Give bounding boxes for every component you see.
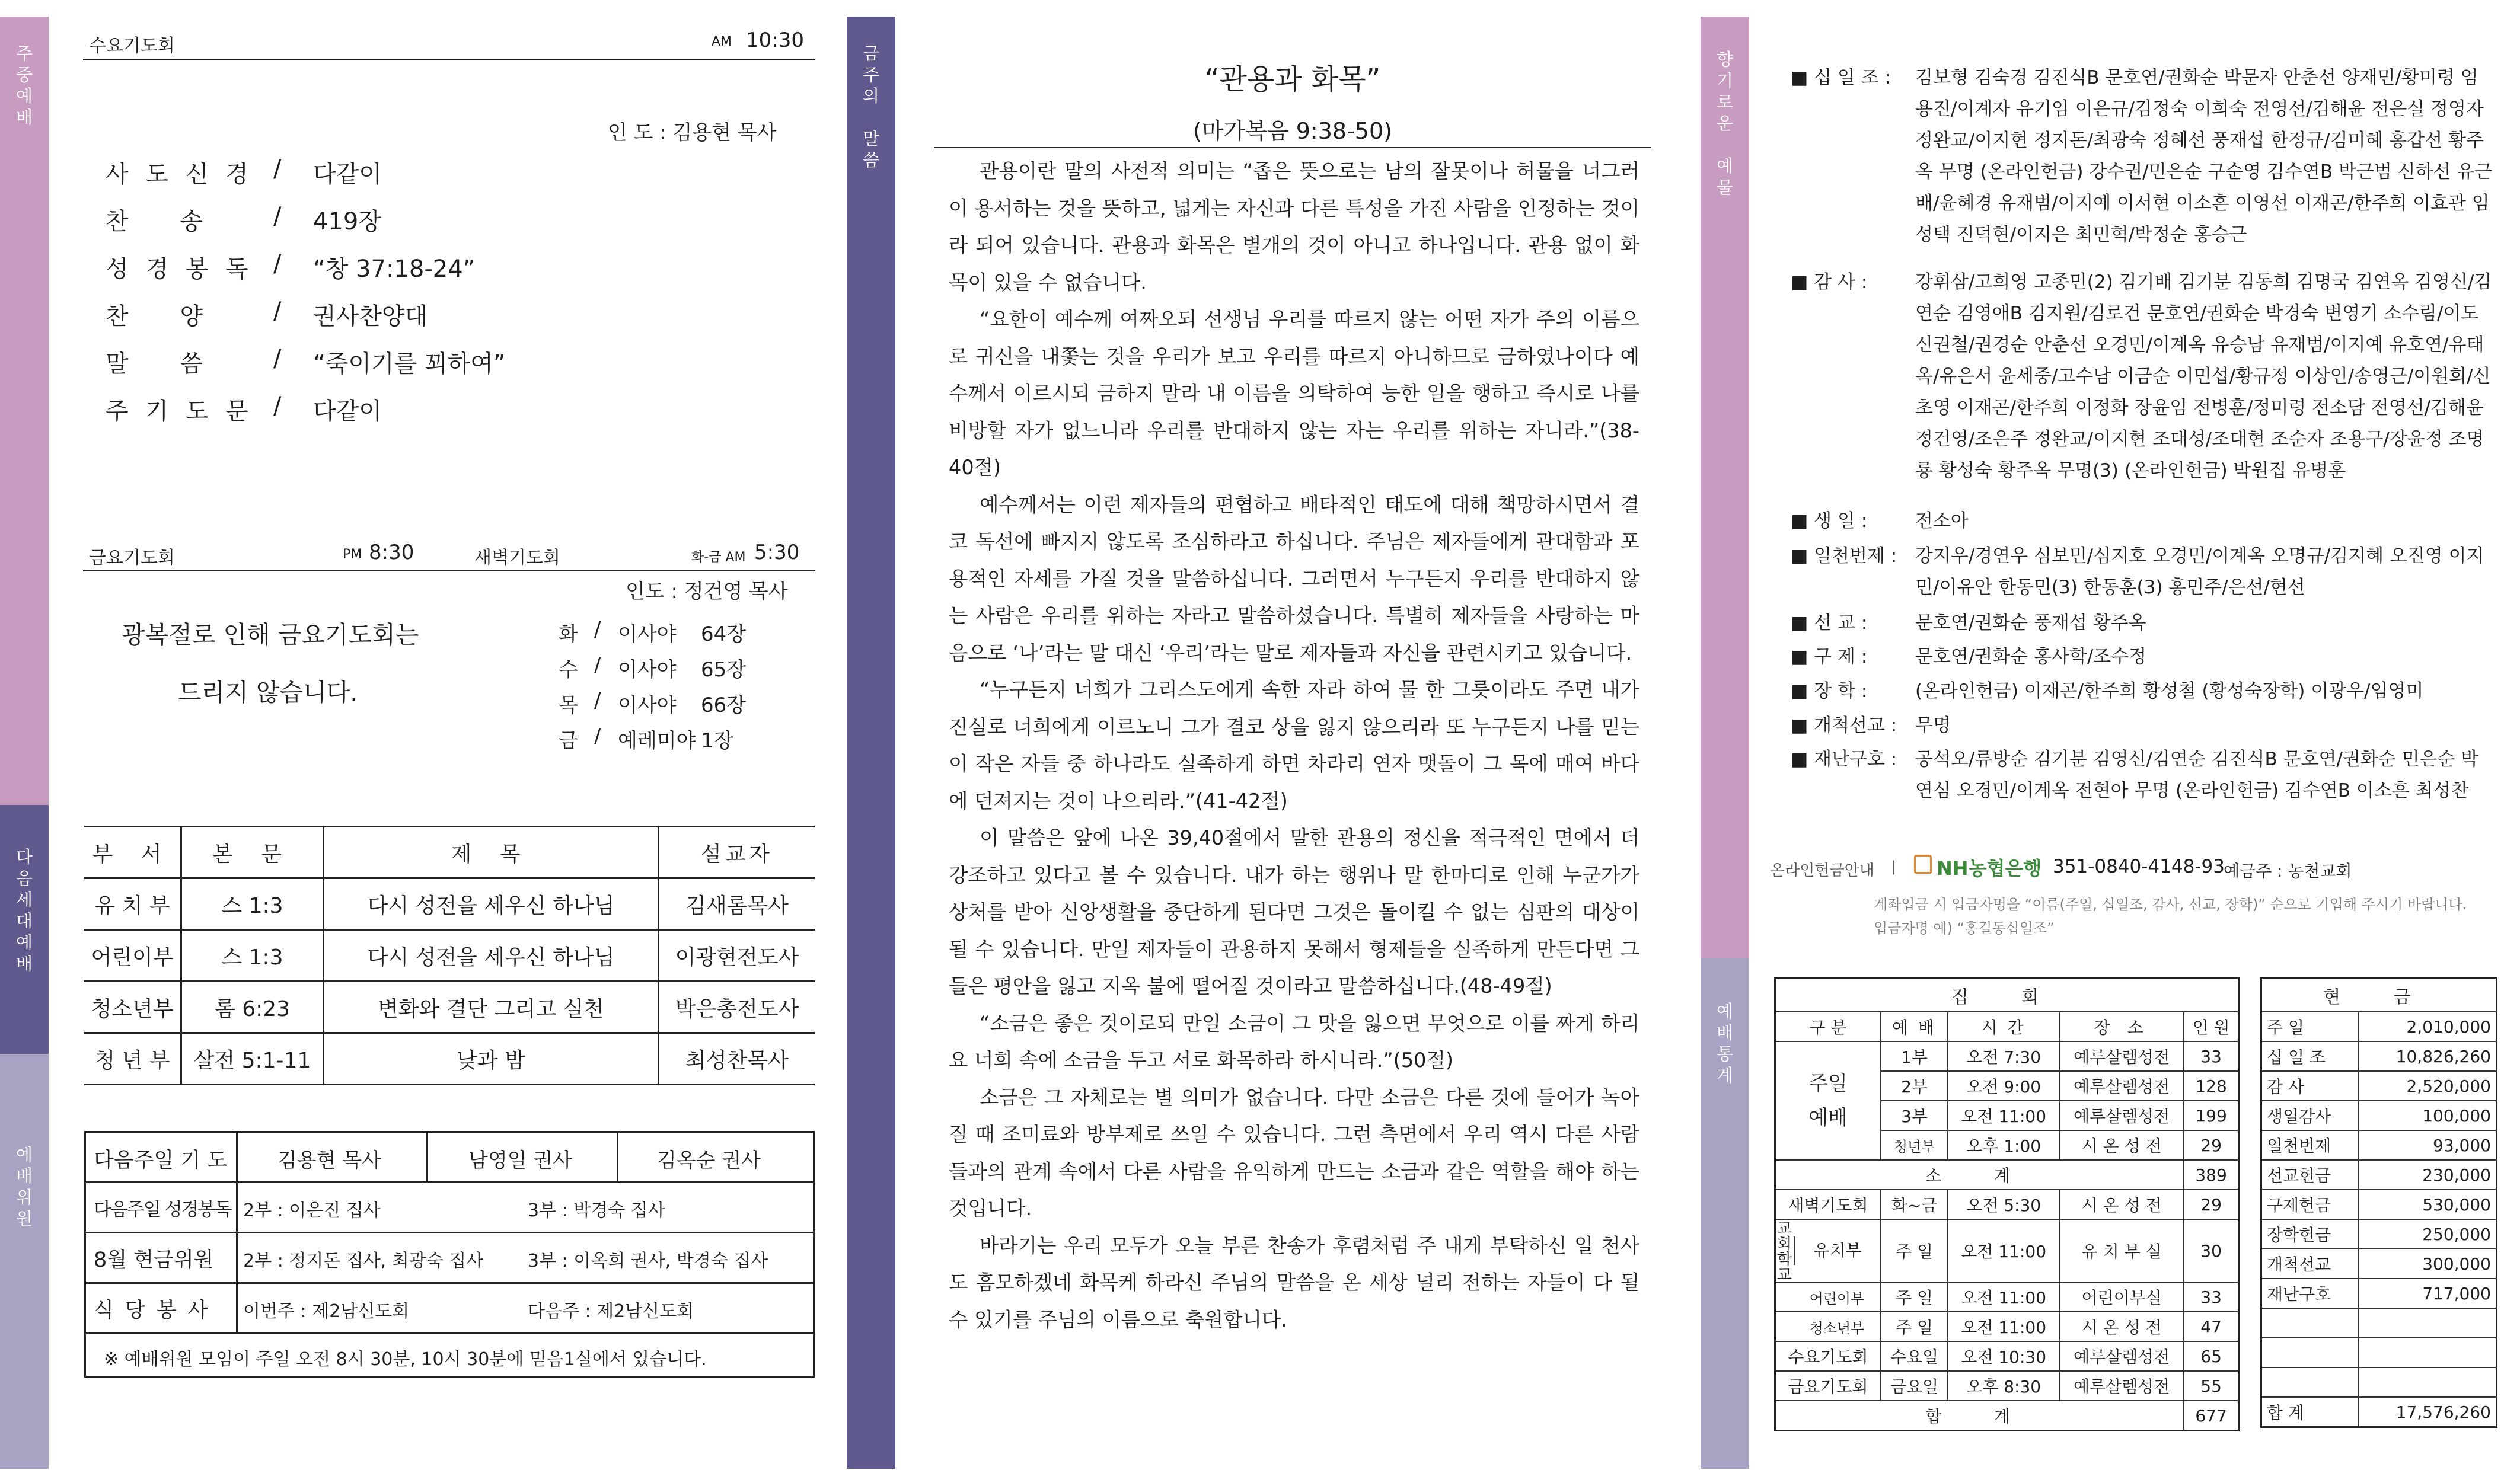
cash-label: 일천번제 (2261, 1130, 2359, 1160)
dept-cell: 유 치 부 (84, 878, 181, 930)
total-label: 합 계 (1775, 1401, 2184, 1431)
cash-amount: 2,010,000 (2359, 1012, 2496, 1041)
header-cell: 본 문 (181, 827, 324, 878)
order-content: 다같이 (313, 161, 382, 188)
divider (426, 1131, 428, 1181)
table-row (84, 930, 815, 982)
table-row (84, 878, 815, 930)
edu-label: 교회학교 (1774, 1220, 1792, 1282)
category-cell: 금요기도회 (1775, 1371, 1881, 1401)
bank-name: NH농협은행 (1937, 857, 2042, 880)
count-cell: 55 (2184, 1371, 2238, 1401)
sermon-paragraph: “소금은 좋은 것이로되 만일 소금이 그 맛을 잃으면 무엇으로 이를 짜게 하리요 너희 속에 소금을 두고 서로 화목하라 하시니라.”(50절) (949, 1011, 1639, 1072)
preacher-cell: 박은총전도사 (659, 982, 815, 1033)
sermon-title: “관용과 화목” (1204, 63, 1381, 96)
place-cell: 시 온 성 전 (2059, 1190, 2184, 1219)
category-cell: 수요기도회 (1775, 1341, 1881, 1371)
offering-names: 강지우/경연우 심보민/심지호 오경민/이계옥 오명규/김지혜 오진영 이지민/이유안 한동민(3) 한동훈(3) 홍민주/은선/현선 (1915, 545, 2484, 598)
count-cell: 29 (2184, 1190, 2238, 1219)
offering-names: 문호연/권화순 풍재섭 황주옥 (1915, 612, 2146, 634)
cash-label: 장학헌금 (2261, 1219, 2359, 1249)
sermon-paragraph: 이 말씀은 앞에 나온 39,40절에서 말한 관용의 정신을 적극적인 면에서 더 강조하고 있다고 볼 수 있습니다. 내가 하는 행위나 말 한마디로 인해 누군가가 상처를 받아 신앙생활을 중단하게 된다면 그것은 돌이킬 수 없는 심판의 대상이 될 수 있습니다. 만일 제자들이 관용하지 못해서 형제들을 실족하게 만든다면 그들은 평안을 잃고 지옥 불에 떨어질 것이라고 말씀하십니다.(48-49절) (949, 826, 1639, 998)
order-content: 권사찬양대 (313, 303, 428, 330)
edu-dept: 청소년부 (1775, 1312, 1881, 1341)
text-cell: 살전 5:1-11 (181, 1033, 324, 1085)
count-cell: 30 (2184, 1219, 2238, 1282)
next-reading-3: 3부 : 박경숙 집사 (528, 1200, 665, 1221)
header-cell: 구 분 (1775, 1012, 1881, 1041)
reading-row (559, 689, 772, 724)
count-cell: 29 (2184, 1130, 2238, 1160)
cash-amount: 100,000 (2359, 1101, 2496, 1130)
online-example: 입금자명 예) “홍길동십일조” (1874, 920, 2055, 937)
sermon-reference: (마가복음 9:38-50) (1193, 118, 1392, 144)
time-cell: 오전 11:00 (1948, 1219, 2059, 1282)
divider (83, 570, 815, 571)
cash-label: 생일감사 (2261, 1101, 2359, 1130)
order-item: 말 씀 (106, 350, 203, 378)
offering-label: ■ 구 제 : (1791, 646, 1868, 667)
order-sep: / (273, 203, 282, 230)
cash-table (2260, 977, 2497, 1428)
service-cell: 청년부 (1881, 1130, 1948, 1160)
count-cell: 33 (2184, 1041, 2238, 1071)
reading-sep: / (594, 618, 601, 641)
wed-title: 수요기도회 (89, 36, 175, 56)
total-value: 677 (2184, 1401, 2238, 1431)
header-cell: 설교자 (659, 827, 815, 878)
table-row (2261, 1041, 2497, 1071)
time-cell: 오후 1:00 (1948, 1130, 2059, 1160)
table-row (2261, 1101, 2497, 1130)
place-cell: 예루살렘성전 (2059, 1371, 2184, 1401)
sermon-paragraph: “누구든지 너희가 그리스도에게 속한 자라 하여 물 한 그릇이라도 주면 내가 진실로 너희에게 이르노니 그가 결코 상을 잃지 않으리라 또 누구든지 나를 믿는 이 작은 자들 중 하나라도 실족하게 하면 차라리 연자 맷돌이 그 목에 매여 바다에 던져지는 것이 나으리라.”(41-42절) (949, 678, 1639, 813)
nh-bank-icon (1914, 855, 1932, 874)
cash-label: 재난구호 (2261, 1279, 2359, 1308)
reading-book: 이사야 (618, 658, 677, 682)
table-row (1775, 1219, 2239, 1282)
time-cell: 오전 11:00 (1948, 1101, 2059, 1130)
table-row (2261, 1308, 2497, 1338)
offering-label: ■ 십 일 조 : (1791, 67, 1891, 88)
next-reading-label: 다음주일 성경봉독 (94, 1199, 231, 1220)
offering-2: 2부 : 정지돈 집사, 최광숙 집사 (243, 1251, 484, 1271)
time-cell: 오전 9:00 (1948, 1071, 2059, 1101)
wed-time: 10:30 (746, 28, 804, 52)
header-cell: 인 원 (2184, 1012, 2238, 1041)
fri-time: 8:30 (369, 541, 414, 564)
divider (84, 1181, 815, 1183)
count-cell: 128 (2184, 1071, 2238, 1101)
place-cell: 유 치 부 실 (2059, 1219, 2184, 1282)
offering-names: 공석오/류방순 김기분 김영신/김연순 김진식B 문호연/권화순 민은순 박연심 오경민/이계옥 전현아 무명 (온라인헌금) 김수연B 이소흔 최성찬 (1915, 749, 2479, 801)
service-cell: 3부 (1881, 1101, 1948, 1130)
subtotal-row (1775, 1160, 2239, 1190)
dawn-time: 5:30 (754, 541, 800, 564)
time-cell: 오전 11:00 (1948, 1282, 2059, 1312)
table-row (1775, 1341, 2239, 1371)
cash-amount: 717,000 (2359, 1279, 2496, 1308)
reading-chapter: 64장 (701, 622, 747, 646)
preacher-cell: 김새롬목사 (659, 878, 815, 930)
divider (84, 1332, 815, 1334)
offering-names: 문호연/권화순 홍사학/조수정 (1915, 646, 2147, 667)
day-cell: 주 일 (1881, 1282, 1948, 1312)
header-cell: 부 서 (84, 827, 181, 878)
offering-names: 전소아 (1915, 510, 1969, 532)
total-row (2261, 1397, 2497, 1427)
place-cell: 시 온 성 전 (2059, 1312, 2184, 1341)
dept-cell: 어린이부 (84, 930, 181, 982)
next-reading-2: 2부 : 이은진 집사 (243, 1200, 381, 1221)
band-sermon (847, 17, 895, 1469)
fri-ampm: PM (343, 547, 362, 562)
time-cell: 오후 8:30 (1948, 1371, 2059, 1401)
next-prayer-3: 김옥순 권사 (657, 1149, 761, 1172)
dawn-leader: 인도 : 정건영 목사 (626, 580, 788, 603)
reading-day: 수 (559, 658, 578, 682)
order-sep: / (273, 155, 282, 183)
text-cell: 스 1:3 (181, 930, 324, 982)
wed-ampm: AM (712, 34, 732, 49)
account-number: 351-0840-4148-93 (2053, 856, 2225, 877)
divider (236, 1131, 238, 1181)
divider-bar: | (1891, 858, 1897, 875)
service-cell: 2부 (1881, 1071, 1948, 1101)
order-row (106, 250, 639, 298)
cash-label: 주 일 (2261, 1012, 2359, 1041)
count-cell: 199 (2184, 1101, 2238, 1130)
offering-label: ■ 재난구호 : (1791, 749, 1897, 770)
edu-cell (1775, 1219, 1881, 1282)
account-holder: 예금주 : 농천교회 (2224, 861, 2352, 881)
order-row (106, 298, 639, 345)
table-row (2261, 1071, 2497, 1101)
offering-label: ■ 장 학 : (1791, 680, 1868, 702)
place-cell: 예루살렘성전 (2059, 1041, 2184, 1071)
count-cell: 33 (2184, 1282, 2238, 1312)
reading-sep: / (594, 724, 601, 748)
header-cell: 시 간 (1948, 1012, 2059, 1041)
reading-sep: / (594, 689, 601, 712)
wed-leader: 인 도 : 김용현 목사 (608, 121, 777, 145)
order-item: 찬 송 (106, 208, 203, 235)
reading-book: 예레미야 (618, 729, 696, 753)
dawn-days: 화-금 AM (691, 550, 746, 565)
fri-notice-line2: 드리지 않습니다. (178, 678, 358, 707)
reading-day: 화 (559, 622, 578, 646)
band-weekday-worship (0, 17, 49, 805)
time-cell: 오전 7:30 (1948, 1041, 2059, 1071)
table-row (84, 1033, 815, 1085)
order-sep: / (273, 298, 282, 325)
cash-amount: 300,000 (2359, 1249, 2496, 1279)
online-label: 온라인헌금안내 (1770, 862, 1874, 880)
text-cell: 스 1:3 (181, 878, 324, 930)
order-item: 찬 양 (106, 303, 203, 330)
day-cell: 금요일 (1881, 1371, 1948, 1401)
offering-3: 3부 : 이옥희 권사, 박경숙 집사 (528, 1251, 768, 1271)
offering-names: 무명 (1915, 715, 1951, 736)
cash-amount: 2,520,000 (2359, 1071, 2496, 1101)
divider (617, 1131, 618, 1181)
subtotal-label: 소 계 (1775, 1160, 2184, 1190)
time-cell: 오전 11:00 (1948, 1312, 2059, 1341)
table-row (1775, 1041, 2239, 1071)
reading-chapter: 66장 (701, 694, 747, 717)
band-worship-staff (0, 1054, 49, 1469)
preacher-cell: 최성찬목사 (659, 1033, 815, 1085)
reading-row (559, 618, 772, 653)
title-cell: 변화와 결단 그리고 실천 (324, 982, 659, 1033)
place-cell: 어린이부실 (2059, 1282, 2184, 1312)
wed-order (106, 155, 639, 440)
count-cell: 47 (2184, 1312, 2238, 1341)
sermon-paragraph: 소금은 그 자체로는 별 의미가 없습니다. 다만 소금은 다른 것에 들어가 녹아질 때 조미료와 방부제로 쓰일 수 있습니다. 그런 측면에서 우리 역시 다른 사람들과의 관계 속에서 다른 사람을 유익하게 만드는 소금과 같은 역할을 해야 하는 것입니다. (949, 1085, 1639, 1220)
cash-amount: 10,826,260 (2359, 1041, 2496, 1071)
day-cell: 수요일 (1881, 1341, 1948, 1371)
table-row (1775, 1312, 2239, 1341)
cash-title: 현 금 (2261, 978, 2497, 1012)
cash-label: 감 사 (2261, 1071, 2359, 1101)
divider (934, 147, 1651, 148)
place-cell: 시 온 성 전 (2059, 1130, 2184, 1160)
dept-cell: 청소년부 (84, 982, 181, 1033)
sermon-paragraph: 바라기는 우리 모두가 오늘 부른 찬송가 후렴처럼 주 내게 부탁하신 일 천사도 흠모하겠네 화목케 하라신 주님의 말씀을 온 세상 널리 전하는 자들이 다 될 수 있기를 주님의 이름으로 축원합니다. (949, 1233, 1639, 1331)
next-prayer-1: 김용현 목사 (277, 1149, 382, 1172)
kitchen-label: 식 당 봉 사 (94, 1299, 210, 1322)
offering-label: 8월 현금위원 (94, 1248, 214, 1272)
day-cell: 주 일 (1881, 1219, 1948, 1282)
next-prayer-label: 다음주일 기 도 (94, 1149, 228, 1172)
order-item: 주 기 도 문 (106, 398, 253, 425)
reading-chapter: 1장 (701, 729, 733, 753)
attendance-table (1774, 977, 2240, 1431)
band-label-next-gen: 다 음 세 대 예 배 (15, 847, 33, 974)
place-cell: 예루살렘성전 (2059, 1341, 2184, 1371)
reading-book: 이사야 (618, 622, 677, 646)
reading-row (559, 724, 772, 760)
cash-label: 구제헌금 (2261, 1190, 2359, 1219)
sermon-paragraph: “요한이 예수께 여짜오되 선생님 우리를 따르지 않는 어떤 자가 주의 이름으로 귀신을 내쫓는 것을 우리가 보고 우리를 따르지 아니하므로 금하였나이다 예수께서 이르시되 금하지 말라 내 이름을 의탁하여 능한 일을 행하고 즉시로 나를 비방할 자가 없느니라 우리를 반대하지 않는 자는 우리를 위하는 자니라.”(38-40절) (949, 308, 1639, 479)
time-cell: 오전 5:30 (1948, 1190, 2059, 1219)
reading-row (559, 653, 772, 689)
service-cell: 1부 (1881, 1041, 1948, 1071)
order-item: 사 도 신 경 (106, 161, 253, 188)
title-cell: 낮과 밤 (324, 1033, 659, 1085)
order-content: “죽이기를 꾀하여” (313, 350, 506, 378)
order-content: “창 37:18-24” (313, 255, 476, 283)
dawn-title: 새벽기도회 (474, 548, 560, 568)
order-item: 성 경 봉 독 (106, 255, 253, 283)
table-row (1775, 1371, 2239, 1401)
cash-amount: 230,000 (2359, 1160, 2496, 1190)
divider (83, 59, 815, 60)
divider (84, 1282, 815, 1284)
cash-label: 십 일 조 (2261, 1041, 2359, 1071)
place-cell: 예루살렘성전 (2059, 1101, 2184, 1130)
count-cell: 65 (2184, 1341, 2238, 1371)
cash-label: 선교헌금 (2261, 1160, 2359, 1190)
table-row (1775, 1282, 2239, 1312)
reading-chapter: 65장 (701, 658, 747, 682)
order-sep: / (273, 250, 282, 277)
header-cell: 장 소 (2059, 1012, 2184, 1041)
sermon-body (949, 153, 1639, 1338)
table-row (1775, 1190, 2239, 1219)
cash-total: 17,576,260 (2359, 1397, 2496, 1427)
subtotal-value: 389 (2184, 1160, 2238, 1190)
order-content: 419장 (313, 208, 381, 235)
offering-label: ■ 감 사 : (1791, 271, 1868, 293)
kitchen-this-week: 이번주 : 제2남신도회 (243, 1301, 410, 1322)
fri-title: 금요기도회 (89, 548, 175, 568)
dept-cell: 청 년 부 (84, 1033, 181, 1085)
offering-label: ■ 개척선교 : (1791, 715, 1897, 736)
cash-total-label: 합 계 (2261, 1397, 2359, 1427)
order-row (106, 203, 639, 250)
band-label-weekday: 주 중 예 배 (15, 43, 33, 127)
sunday-label: 주일 예배 (1775, 1041, 1881, 1160)
preacher-cell: 이광현전도사 (659, 930, 815, 982)
kitchen-next-week: 다음주 : 제2남신도회 (528, 1301, 694, 1322)
fri-notice-line1: 광복절로 인해 금요기도회는 (122, 621, 419, 649)
table-header (84, 827, 815, 878)
dawn-readings (559, 618, 772, 760)
table-row (2261, 1012, 2497, 1041)
edu-dept: 유치부 (1794, 1236, 1880, 1265)
reading-day: 목 (559, 694, 578, 717)
table-row (2261, 1130, 2497, 1160)
band-label-sermon: 금 주 의 말 씀 (862, 43, 879, 170)
attendance-title: 집 회 (1775, 978, 2239, 1012)
cash-amount: 250,000 (2359, 1219, 2496, 1249)
table-row (2261, 1279, 2497, 1308)
table-row (2261, 1367, 2497, 1397)
online-note: 계좌입금 시 입금자명을 “이름(주일, 십일조, 감사, 선교, 장학)” 순으로 기입해 주시기 바랍니다. (1874, 896, 2467, 913)
school-table (84, 826, 815, 1085)
offering-names: (온라인헌금) 이재곤/한주희 황성철 (황성숙장학) 이광우/임영미 (1915, 680, 2424, 702)
title-cell: 다시 성전을 세우신 하나님 (324, 878, 659, 930)
order-row (106, 392, 639, 440)
reading-day: 금 (559, 729, 578, 753)
reading-book: 이사야 (618, 694, 677, 717)
table-row (2261, 1249, 2497, 1279)
header-cell: 예 배 (1881, 1012, 1948, 1041)
cash-amount: 530,000 (2359, 1190, 2496, 1219)
offering-label: ■ 선 교 : (1791, 612, 1868, 634)
order-sep: / (273, 392, 282, 420)
band-label-statistics: 예 배 통 계 (1716, 1001, 1733, 1085)
header-cell: 제 목 (324, 827, 659, 878)
category-cell: 새벽기도회 (1775, 1190, 1881, 1219)
time-cell: 오전 10:30 (1948, 1341, 2059, 1371)
cash-label: 개척선교 (2261, 1249, 2359, 1279)
order-content: 다같이 (313, 398, 382, 425)
sermon-paragraph: 예수께서는 이런 제자들의 편협하고 배타적인 태도에 대해 책망하시면서 결코 독선에 빠지지 않도록 조심하라고 하십니다. 주님은 제자들에게 관대함과 포용적인 자세를 가질 것을 말씀하십니다. 그러면서 누구든지 우리를 반대하지 않는 사람은 우리를 위하는 자라고 말씀하셨습니다. 특별히 제자들을 사랑하는 마음으로 ‘나’라는 말 대신 ‘우리’라는 말로 제자들과 자신을 관련시키고 있습니다. (949, 493, 1639, 664)
offering-label: ■ 생 일 : (1791, 510, 1868, 532)
band-label-staff: 예 배 위 원 (15, 1145, 33, 1229)
order-sep: / (273, 345, 282, 372)
order-row (106, 155, 639, 203)
place-cell: 예루살렘성전 (2059, 1071, 2184, 1101)
offering-label: ■ 일천번제 : (1791, 545, 1897, 567)
table-header (1775, 1012, 2239, 1041)
order-row (106, 345, 639, 392)
edu-dept: 어린이부 (1775, 1282, 1881, 1312)
divider (84, 1232, 815, 1233)
table-row (2261, 1219, 2497, 1249)
table-title-row (2261, 978, 2497, 1012)
offering-names: 강휘삼/고희영 고종민(2) 김기배 김기분 김동희 김명국 김연옥 김영신/김연순 김영애B 김지원/김로건 문호연/권화순 박경숙 변영기 소수림/이도신권철/권경순 안춘선 오경민/이계옥 유승남 유재범/이지예 유호연/유태옥/유은서 윤세중/고수남 이금순 이민섭/황규정 이상인/송영근/이원희/신초영 이재곤/한주희 이정화 장윤임 전병훈/정미령 전소담 전영선/김해윤 정건영/조은주 정완교/이지현 조대성/조대현 조순자 조용구/장윤정 조명룡 황성숙 황주옥 무명(3) (온라인헌금) 박원집 유병훈 (1915, 271, 2492, 481)
staff-note: ※ 예배위원 모임이 주일 오전 8시 30분, 10시 30분에 믿음1실에서 있습니다. (104, 1349, 707, 1370)
day-cell: 주 일 (1881, 1312, 1948, 1341)
table-title-row (1775, 978, 2239, 1012)
divider (236, 1181, 238, 1332)
band-label-offerings: 향 기 로 운 예 물 (1716, 49, 1733, 197)
sermon-paragraph: 관용이란 말의 사전적 의미는 “좁은 뜻으로는 남의 잘못이나 허물을 너그러이 용서하는 것을 뜻하고, 넓게는 자신과 다른 특성을 가진 사람을 인정하는 것이라 되어 있습니다. 관용과 화목은 별개의 것이 아니고 하나입니다. 관용 없이 화목이 있을 수 없습니다. (949, 159, 1639, 294)
text-cell: 롬 6:23 (181, 982, 324, 1033)
table-row (2261, 1190, 2497, 1219)
table-row (84, 982, 815, 1033)
title-cell: 다시 성전을 세우신 하나님 (324, 930, 659, 982)
offering-names: 김보형 김숙경 김진식B 문호연/권화순 박문자 안춘선 양재민/황미령 엄용진/이계자 유기임 이은규/김정숙 이희숙 전영선/김해윤 전은실 정영자 정완교/이지현 정지돈/최광숙 정혜선 풍재섭 한정규/김미혜 홍갑선 황주옥 무명 (온라인헌금) 강수권/민은순 구순영 김수연B 박근범 신하선 유근배/윤혜경 유재범/이지예 이서현 이소흔 이영선 이재곤/한주희 이효관 임성택 진덕현/이지은 최민혁/박정순 홍승근 (1915, 67, 2493, 245)
cash-amount: 93,000 (2359, 1130, 2496, 1160)
total-row (1775, 1401, 2239, 1431)
reading-sep: / (594, 653, 601, 677)
table-row (2261, 1160, 2497, 1190)
next-prayer-2: 남영일 권사 (468, 1149, 573, 1172)
day-cell: 화~금 (1881, 1190, 1948, 1219)
table-row (2261, 1338, 2497, 1367)
